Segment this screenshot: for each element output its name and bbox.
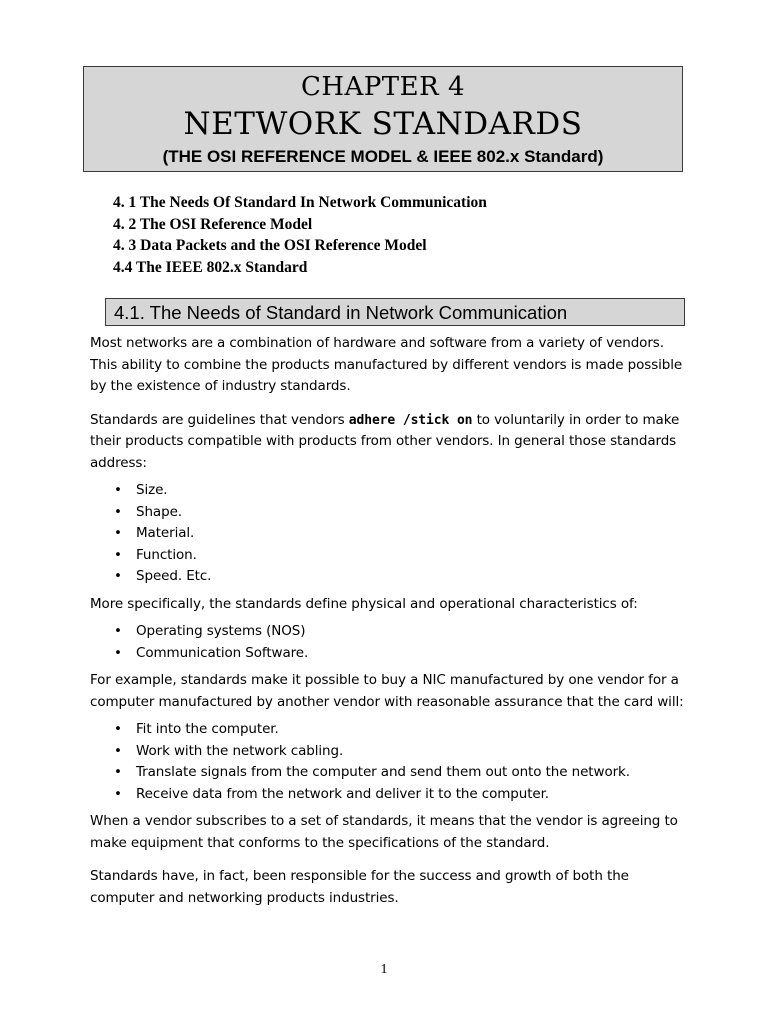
emphasis-text: adhere /stick on (348, 412, 473, 428)
chapter-label: CHAPTER 4 (300, 72, 466, 102)
body-content (90, 333, 690, 921)
bullet-list (90, 719, 690, 805)
chapter-subtitle: (THE OSI REFERENCE MODEL & IEEE 802.x Standard) (162, 147, 604, 166)
chapter-title: NETWORK STANDARDS (183, 106, 583, 142)
bullet-list (90, 480, 690, 588)
list-item: • Size. (136, 480, 690, 502)
list-item: • Fit into the computer. (136, 719, 690, 741)
paragraph (90, 410, 690, 475)
table-of-contents (113, 192, 713, 278)
paragraph-text: Standards are guidelines that vendors (90, 411, 349, 428)
toc-item: 4.4 The IEEE 802.x Standard (113, 258, 308, 276)
list-item: • Function. (136, 545, 690, 567)
toc-item: 4. 1 The Needs Of Standard In Network Communication (113, 194, 487, 211)
list-item: • Material. (136, 523, 690, 545)
paragraph: Standards have, in fact, been responsible for the success and growth of both the computer and networking products industries. (90, 868, 629, 906)
paragraph-text: to voluntarily in order to make their products compatible with products from other vendors. In general those standards address: (90, 411, 680, 471)
page-number: 1 (380, 962, 388, 977)
section-heading: 4.1. The Needs of Standard in Network Communication (105, 298, 685, 326)
paragraph: Most networks are a combination of hardware and software from a variety of vendors. This ability to combine the products manufactured by different vendors is made possible by the existence of industry standards. (90, 335, 683, 394)
list-item: • Work with the network cabling. (136, 741, 690, 763)
list-item: • Operating systems (NOS) (136, 621, 690, 643)
toc-item: 4. 3 Data Packets and the OSI Reference Model (113, 237, 427, 254)
list-item: • Communication Software. (136, 643, 690, 665)
chapter-header-box (83, 66, 683, 172)
list-item: • Receive data from the network and deliver it to the computer. (136, 784, 690, 806)
list-item: • Translate signals from the computer and send them out onto the network. (136, 762, 690, 784)
paragraph: When a vendor subscribes to a set of standards, it means that the vendor is agreeing to make equipment that conforms to the specifications of the standard. (90, 813, 678, 851)
paragraph: More specifically, the standards define physical and operational characteristics of: (90, 595, 638, 612)
toc-item: 4. 2 The OSI Reference Model (113, 215, 313, 233)
list-item: • Speed. Etc. (136, 566, 690, 588)
list-item: • Shape. (136, 502, 690, 524)
paragraph: For example, standards make it possible to buy a NIC manufactured by one vendor for a computer manufactured by another vendor with reasonable assurance that the card will: (90, 672, 684, 710)
bullet-list (90, 621, 690, 664)
